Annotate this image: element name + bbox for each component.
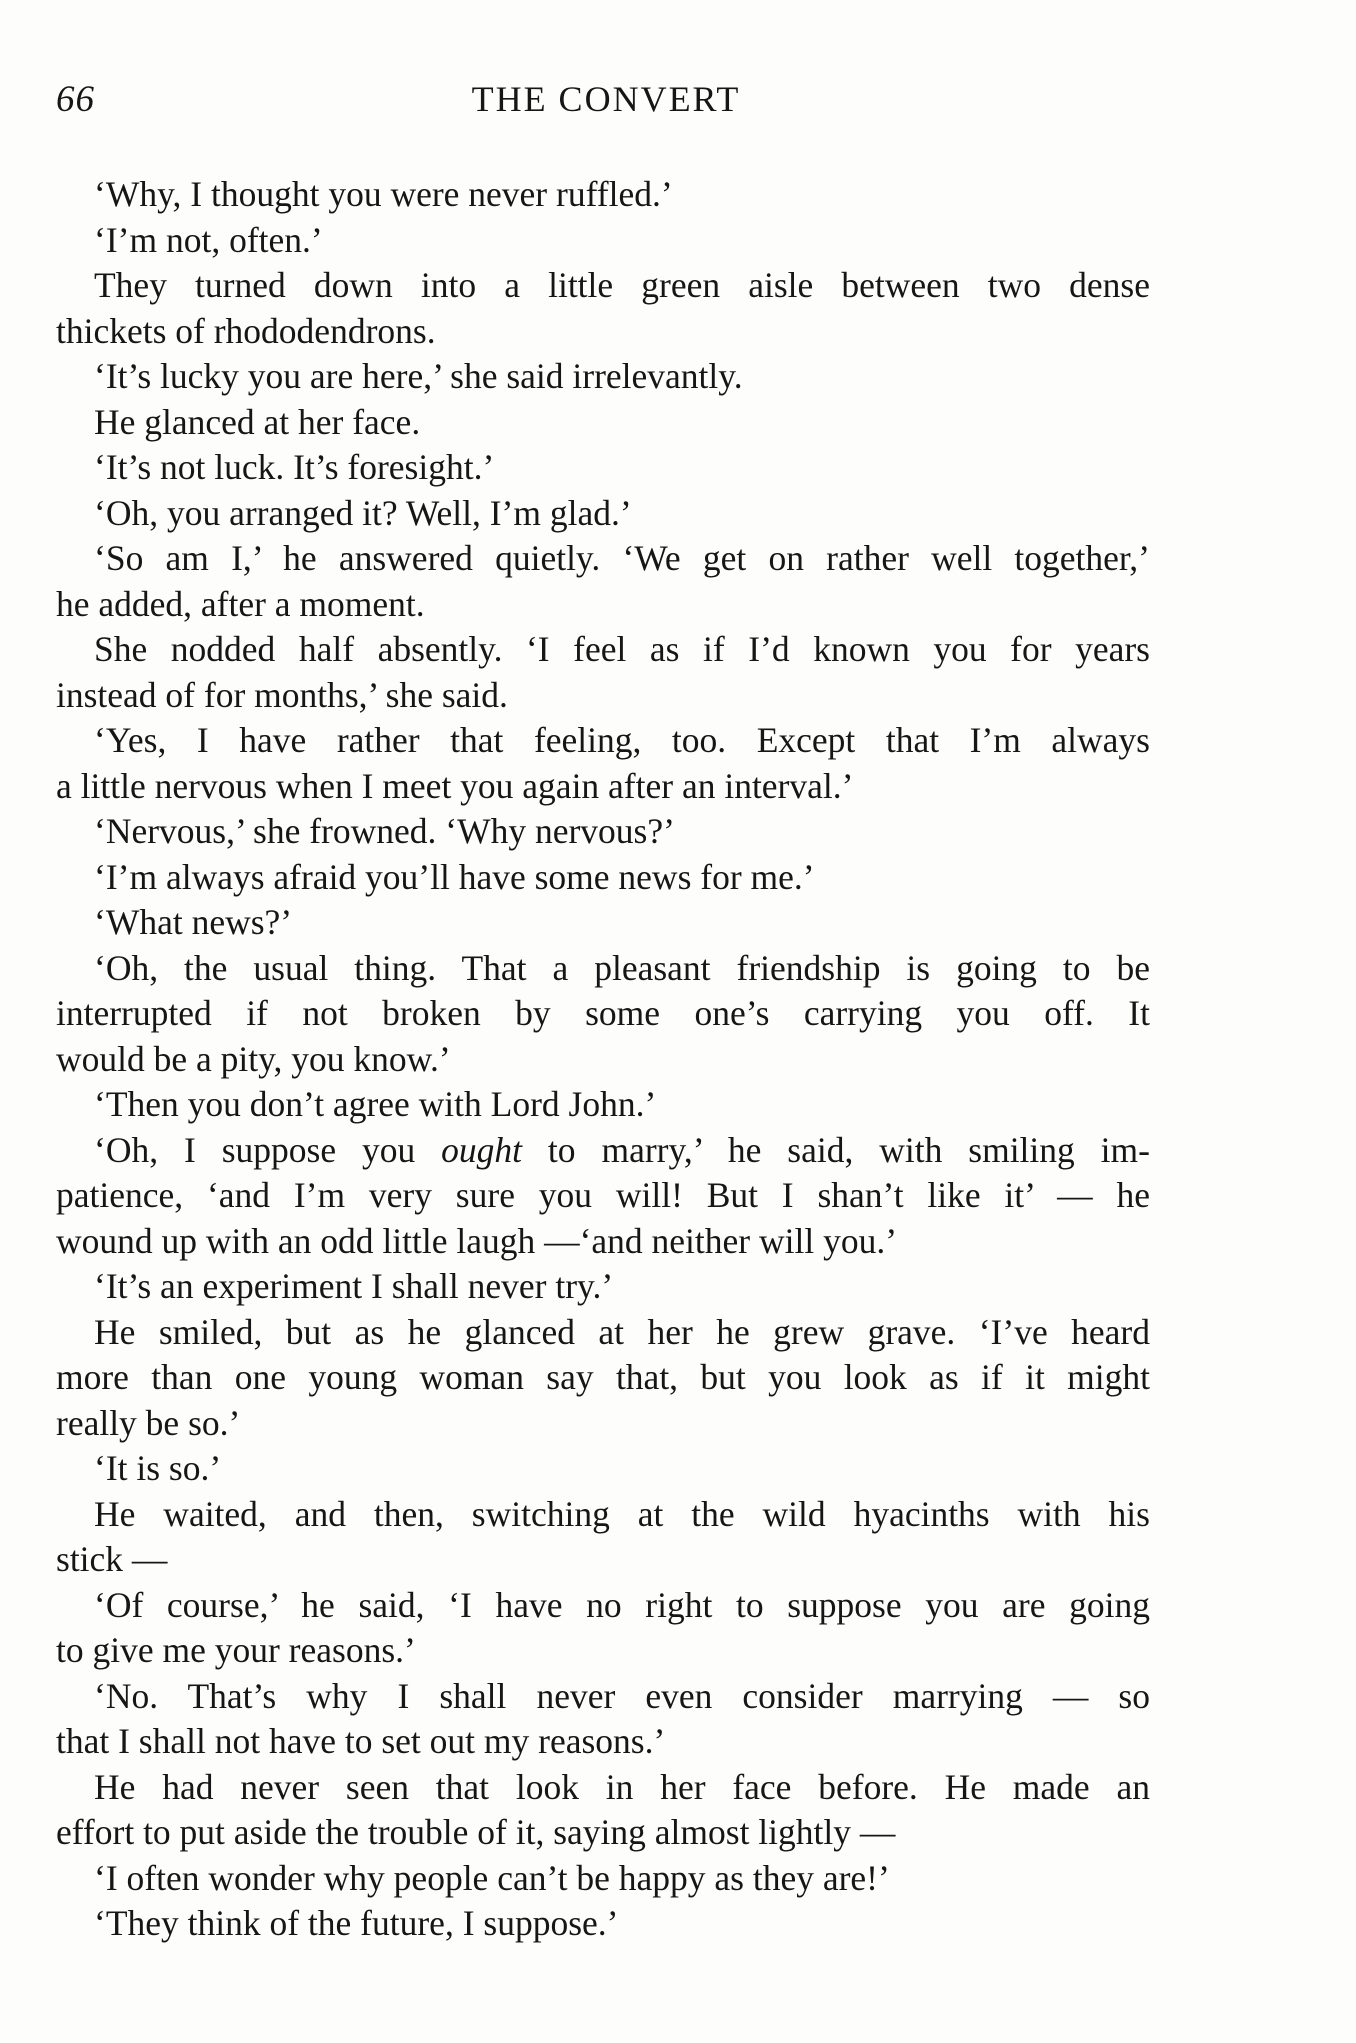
text-line: ‘They think of the future, I suppose.’ [94, 1903, 619, 1943]
text-line: ‘I’m always afraid you’ll have some news for me.’ [94, 856, 815, 897]
text-line: instead of for months,’ she said. [56, 674, 508, 715]
text-line: ‘Of course,’ he said, ‘I have no right to suppose you are going [94, 1584, 1150, 1625]
text-line: ‘Nervous,’ she frowned. ‘Why nervous?’ [94, 811, 675, 851]
text-line: thickets of rhododendrons. [56, 310, 436, 351]
text-segment: ‘Oh, I suppose you [94, 1129, 442, 1170]
text-line: to give me your reasons.’ [56, 1630, 416, 1670]
text-line: would be a pity, you know.’ [56, 1038, 451, 1079]
text-line: ‘It’s an experiment I shall never try.’ [94, 1266, 614, 1306]
text-line: ‘No. That’s why I shall never even consider marrying — so [94, 1675, 1150, 1716]
text-line: ‘Oh, you arranged it? Well, I’m glad.’ [94, 492, 632, 533]
text-line: wound up with an odd little laugh —‘and neither will you.’ [56, 1220, 898, 1261]
text-line: interrupted if not broken by some one’s carrying you off. It [56, 993, 1150, 1033]
text-line: effort to put aside the trouble of it, saying almost lightly — [56, 1812, 896, 1852]
text-line: ‘So am I,’ he answered quietly. ‘We get on rather well together,’ [94, 538, 1150, 578]
text-line: He had never seen that look in her face before. He made an [94, 1766, 1150, 1807]
text-line: ‘Oh, the usual thing. That a pleasant friendship is going to be [94, 947, 1150, 988]
text-line: really be so.’ [56, 1402, 241, 1443]
text-line: ‘What news?’ [94, 902, 293, 942]
emphasized-word: ought [441, 1129, 523, 1170]
text-line: stick — [56, 1539, 168, 1579]
page-header [56, 78, 1156, 130]
text-line: he added, after a moment. [56, 583, 425, 624]
text-line: ‘It’s lucky you are here,’ she said irrelevantly. [94, 356, 743, 396]
text-line: ‘Yes, I have rather that feeling, too. Except that I’m always [94, 720, 1150, 760]
text-line: ‘I often wonder why people can’t be happy as they are!’ [94, 1857, 890, 1898]
text-line: a little nervous when I meet you again after an interval.’ [56, 765, 854, 806]
text-line: They turned down into a little green aisle between two dense [94, 265, 1150, 305]
text-line: patience, ‘and I’m very sure you will! But I shan’t like it’ — he [56, 1175, 1150, 1215]
body-text [56, 172, 1150, 1947]
text-line: He waited, and then, switching at the wild hyacinths with his [94, 1493, 1150, 1534]
text-line: that I shall not have to set out my reasons.’ [56, 1721, 666, 1761]
text-line: more than one young woman say that, but you look as if it might [56, 1357, 1150, 1397]
text-line: ‘It is so.’ [94, 1448, 222, 1488]
text-segment: to marry,’ he said, with smiling im- [522, 1129, 1150, 1170]
text-line: He glanced at her face. [94, 401, 421, 442]
text-line: She nodded half absently. ‘I feel as if I’d known you for years [94, 629, 1150, 669]
text-line: ‘Then you don’t agree with Lord John.’ [94, 1084, 657, 1124]
text-line: ‘It’s not luck. It’s foresight.’ [94, 447, 495, 487]
text-line: He smiled, but as he glanced at her he grew grave. ‘I’ve heard [94, 1311, 1150, 1352]
text-line: ‘Why, I thought you were never ruffled.’ [94, 174, 673, 214]
page-number: 66 [56, 79, 95, 120]
text-line [56, 1128, 1150, 1174]
running-title: THE CONVERT [471, 79, 741, 119]
text-line: ‘I’m not, often.’ [94, 219, 323, 260]
